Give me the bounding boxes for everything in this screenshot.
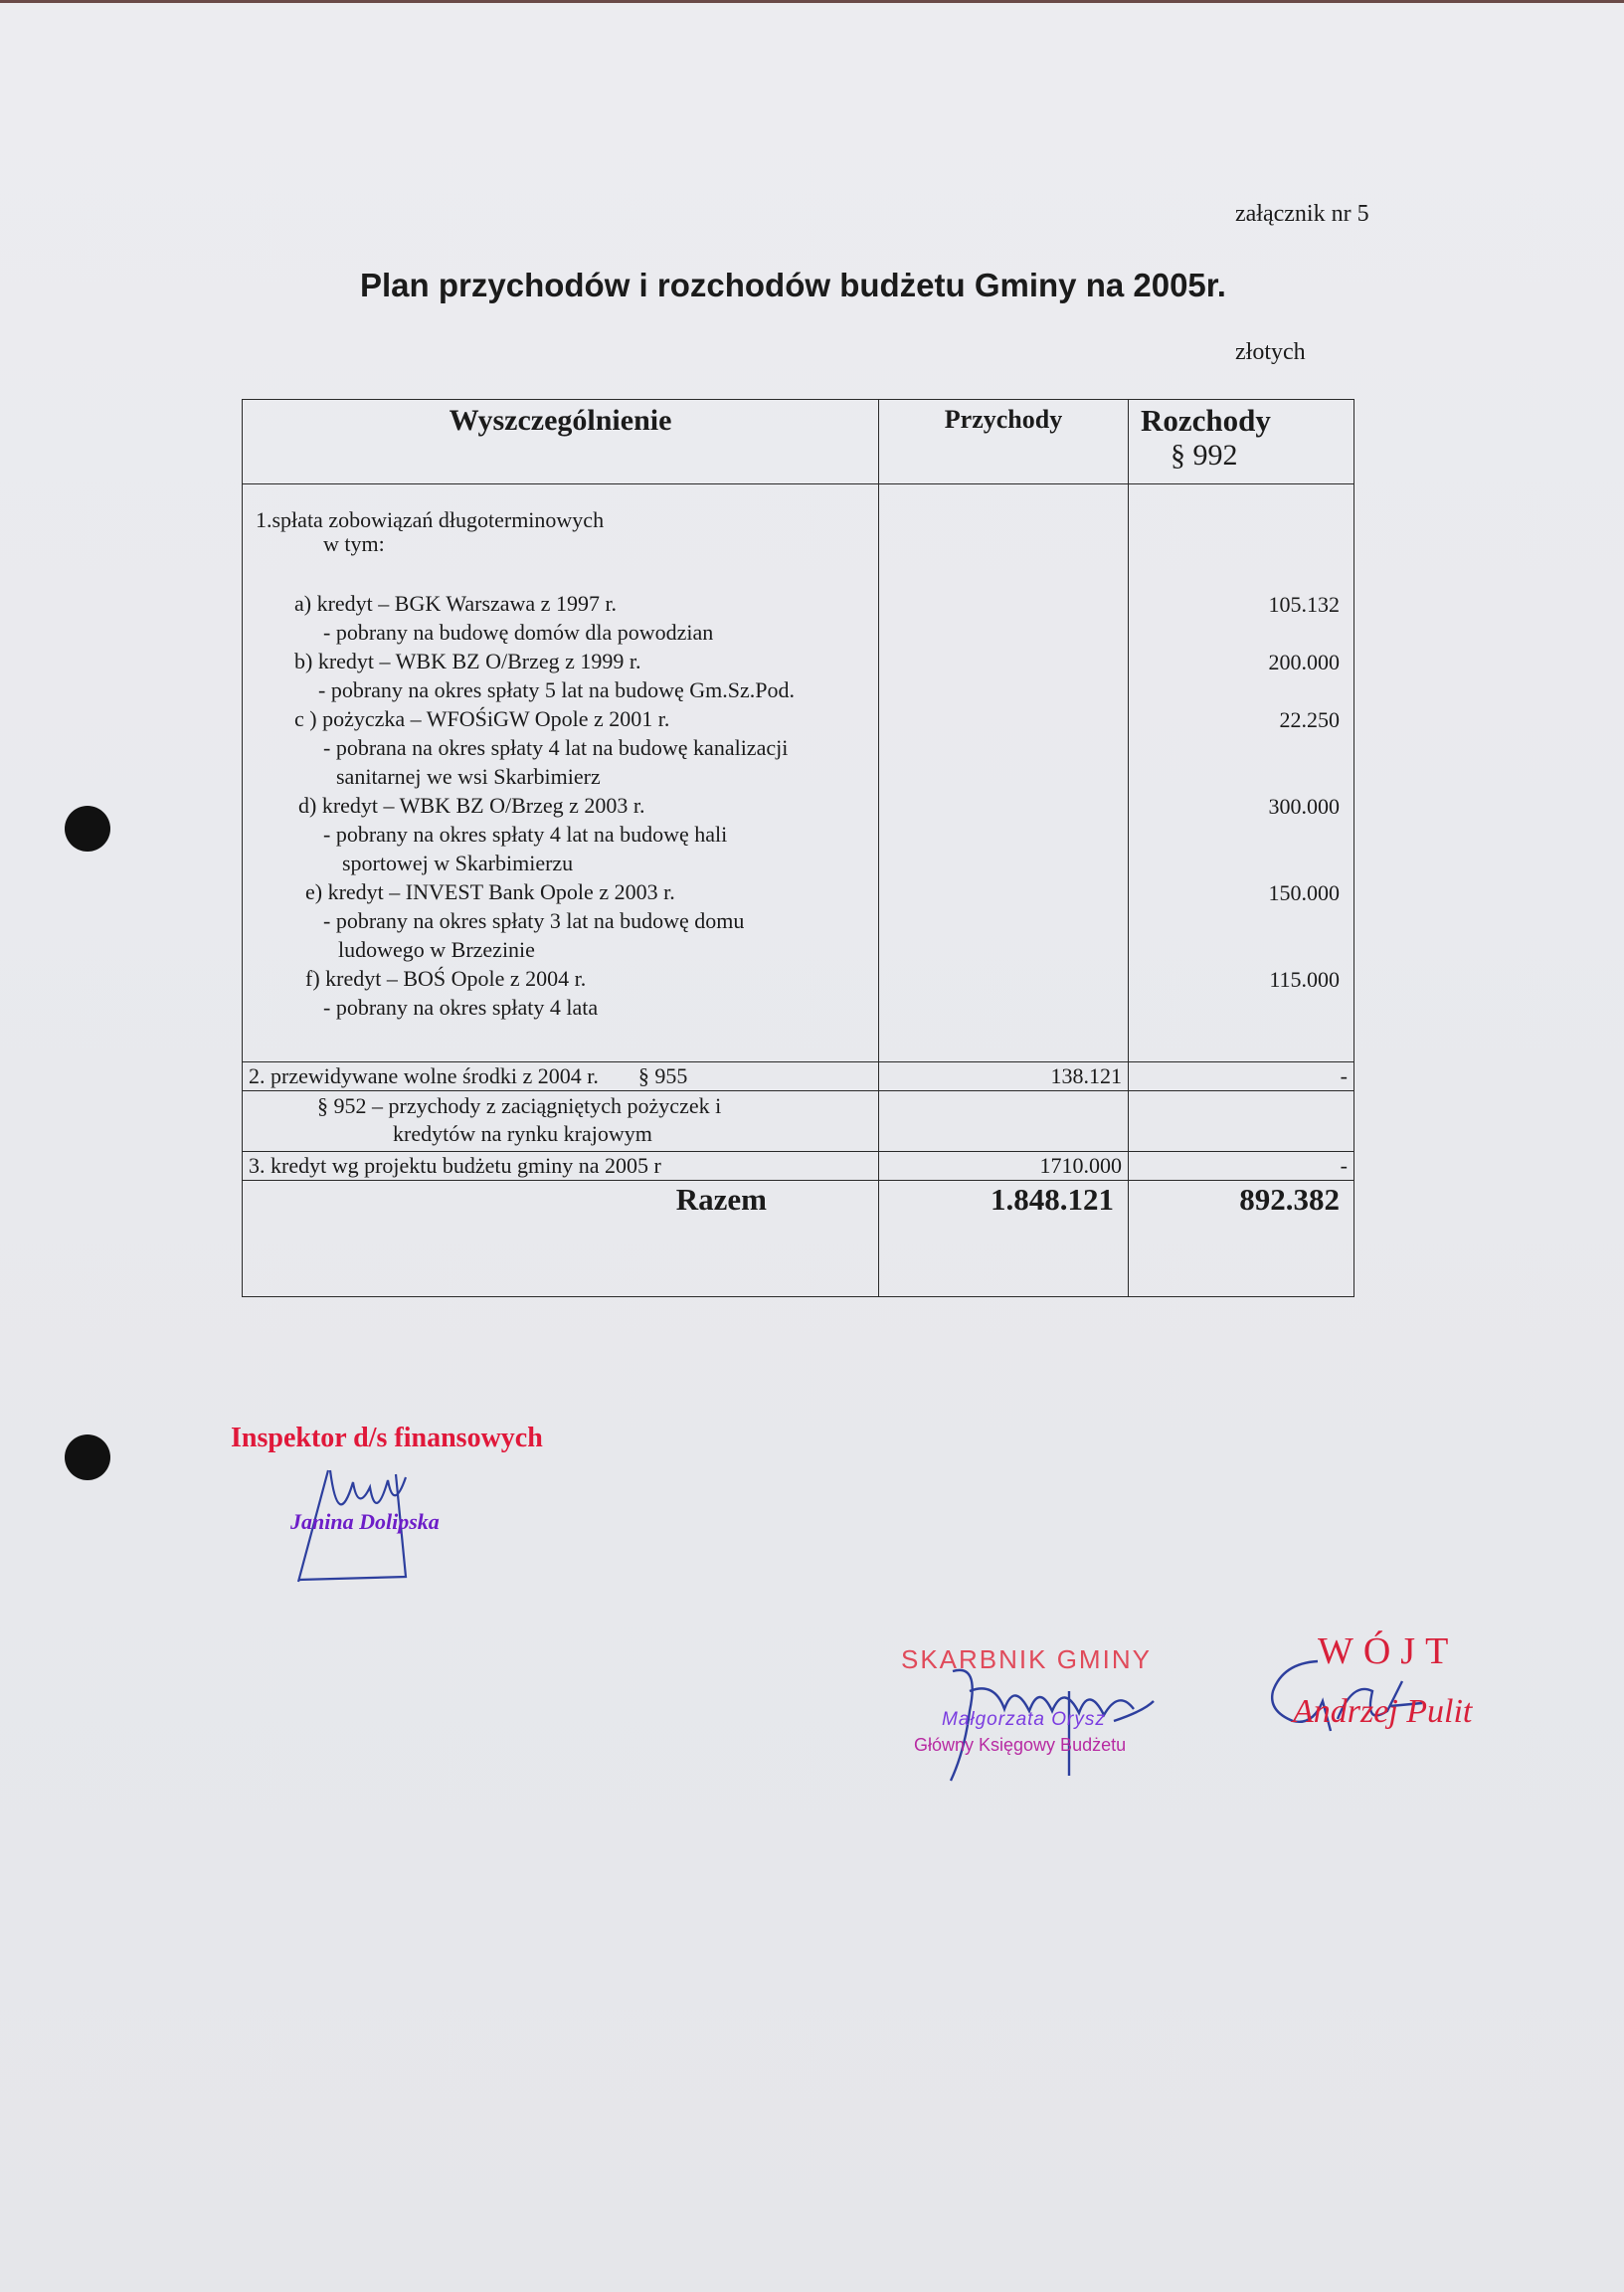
section1-subtitle: w tym: bbox=[323, 531, 385, 556]
item-note: - pobrany na okres spłaty 4 lata bbox=[323, 995, 599, 1020]
attachment-label: załącznik nr 5 bbox=[1235, 201, 1369, 227]
currency-unit: złotych bbox=[1235, 339, 1306, 365]
treasurer-stamp-title: SKARBNIK GMINY bbox=[901, 1644, 1152, 1674]
section1-title: 1.spłata zobowiązań długoterminowych bbox=[256, 507, 605, 532]
item-note: sportowej w Skarbimierzu bbox=[342, 851, 574, 875]
treasurer-stamp-name: Małgorzata Orysz bbox=[942, 1709, 1106, 1730]
item-expense: 22.250 bbox=[1279, 707, 1340, 732]
item-note: - pobrany na okres spłaty 4 lat na budowę hali bbox=[323, 822, 728, 847]
header-description: Wyszczególnienie bbox=[243, 400, 879, 484]
item-expense: 200.000 bbox=[1268, 650, 1340, 674]
item-note: - pobrana na okres spłaty 4 lat na budowę kanalizacji bbox=[323, 735, 789, 760]
row2-expense: - bbox=[1129, 1062, 1354, 1091]
header-expense-code: § 992 bbox=[1171, 439, 1238, 472]
row2-code: § 955 bbox=[637, 1063, 688, 1088]
header-income: Przychody bbox=[879, 400, 1129, 484]
row2b-line1: § 952 – przychody z zaciągniętych pożyczek i bbox=[317, 1093, 722, 1118]
item-expense: 115.000 bbox=[1269, 967, 1340, 992]
item-note: - pobrany na okres spłaty 3 lat na budowę domu bbox=[323, 908, 745, 933]
item-name: d) kredyt – WBK BZ O/Brzeg z 2003 r. bbox=[298, 793, 645, 818]
item-expense: 105.132 bbox=[1268, 592, 1340, 617]
item-name: c ) pożyczka – WFOŚiGW Opole z 2001 r. bbox=[294, 706, 670, 731]
item-note: - pobrany na budowę domów dla powodzian bbox=[323, 620, 714, 645]
item-expense: 150.000 bbox=[1268, 880, 1340, 905]
item-name: f) kredyt – BOŚ Opole z 2004 r. bbox=[305, 966, 587, 991]
mayor-stamp-name: Andrzej Pulit bbox=[1293, 1693, 1473, 1730]
item-name: e) kredyt – INVEST Bank Opole z 2003 r. bbox=[305, 879, 675, 904]
inspector-stamp-name: Janina Dolipska bbox=[290, 1509, 440, 1534]
mayor-stamp-title: WÓJT bbox=[1318, 1630, 1459, 1672]
total-label: Razem bbox=[243, 1181, 879, 1297]
item-note: - pobrany na okres spłaty 5 lat na budowę Gm.Sz.Pod. bbox=[318, 677, 796, 702]
row3-expense: - bbox=[1129, 1152, 1354, 1181]
treasurer-stamp-role: Główny Księgowy Budżetu bbox=[914, 1735, 1127, 1755]
item-name: b) kredyt – WBK BZ O/Brzeg z 1999 r. bbox=[294, 649, 641, 673]
row2b-line2: kredytów na rynku krajowym bbox=[393, 1121, 652, 1146]
total-income: 1.848.121 bbox=[879, 1181, 1129, 1297]
row2-label: 2. przewidywane wolne środki z 2004 r. bbox=[249, 1063, 599, 1088]
total-expense: 892.382 bbox=[1129, 1181, 1354, 1297]
item-expense: 300.000 bbox=[1268, 794, 1340, 819]
item-name: a) kredyt – BGK Warszawa z 1997 r. bbox=[294, 591, 618, 616]
item-note: sanitarnej we wsi Skarbimierz bbox=[336, 764, 601, 789]
row2-income: 138.121 bbox=[879, 1062, 1129, 1091]
item-note: ludowego w Brzezinie bbox=[338, 937, 535, 962]
inspector-stamp-title: Inspektor d/s finansowych bbox=[231, 1423, 543, 1453]
row3-income: 1710.000 bbox=[879, 1152, 1129, 1181]
header-expense-label: Rozchody bbox=[1141, 403, 1271, 438]
page-title: Plan przychodów i rozchodów budżetu Gminy na 2005r. bbox=[360, 267, 1226, 303]
row3-description: 3. kredyt wg projektu budżetu gminy na 2005 r bbox=[243, 1152, 879, 1181]
